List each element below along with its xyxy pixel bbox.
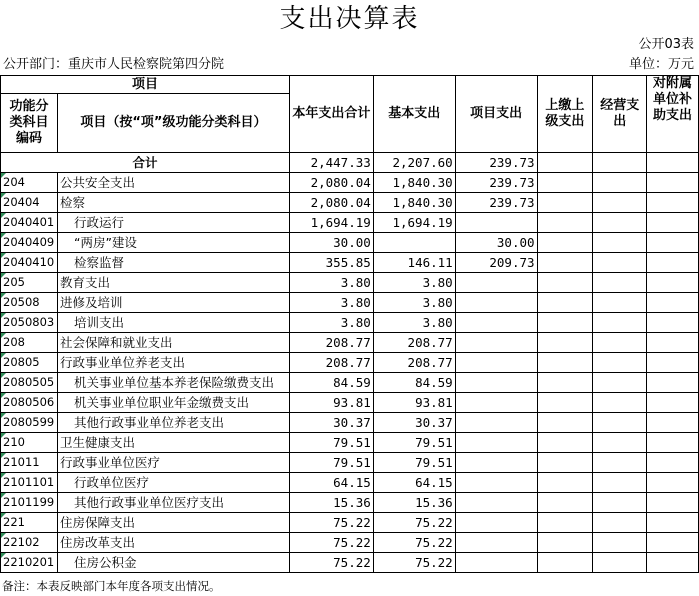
basic-cell: 1,694.19 (373, 213, 455, 233)
form-code: 公开03表 (638, 37, 694, 52)
func-code-cell (1, 213, 58, 233)
cell-comment-marker (1, 393, 6, 398)
basic-cell: 3.80 (373, 313, 455, 333)
project-cell (455, 333, 537, 353)
total-label: 合计 (1, 153, 290, 173)
total-subsidy (647, 153, 699, 173)
item-name-cell: 进修及培训 (57, 293, 289, 313)
basic-cell: 208.77 (373, 353, 455, 373)
header-func-code: 功能分类科目编码 (1, 94, 58, 153)
table-row (1, 553, 699, 573)
cell-comment-marker (1, 433, 6, 438)
total-cell: 79.51 (289, 453, 373, 473)
total-cell: 79.51 (289, 433, 373, 453)
subsidy-cell (647, 273, 699, 293)
header-operating: 经营支出 (593, 76, 647, 153)
func-code-text: 20805 (3, 355, 40, 369)
basic-cell: 75.22 (373, 533, 455, 553)
total-cell: 64.15 (289, 473, 373, 493)
remit-cell (537, 313, 593, 333)
item-name-cell: 其他行政事业单位医疗支出 (57, 493, 289, 513)
unit-label: 单位：万元 (628, 57, 694, 72)
project-cell (455, 473, 537, 493)
item-name-cell: 机关事业单位职业年金缴费支出 (57, 393, 289, 413)
item-name-cell: 行政事业单位养老支出 (57, 353, 289, 373)
total-cell: 3.80 (289, 293, 373, 313)
item-name-cell: 住房保障支出 (57, 513, 289, 533)
table-row (1, 313, 699, 333)
project-cell (455, 293, 537, 313)
func-code-cell (1, 393, 58, 413)
subsidy-cell (647, 213, 699, 233)
func-code-text: 204 (3, 175, 25, 189)
func-code-text: 2080599 (3, 415, 55, 429)
project-cell (455, 553, 537, 573)
func-code-text: 205 (3, 275, 25, 289)
func-code-cell (1, 193, 58, 213)
cell-comment-marker (1, 173, 6, 178)
func-code-text: 2101199 (3, 495, 55, 509)
item-name-cell: 行政事业单位医疗 (57, 453, 289, 473)
item-name-cell: 公共安全支出 (57, 173, 289, 193)
func-code-text: 2050803 (3, 315, 55, 329)
operating-cell (593, 453, 647, 473)
func-code-cell (1, 273, 58, 293)
expenditure-table (0, 75, 699, 573)
table-row (1, 253, 699, 273)
func-code-cell (1, 253, 58, 273)
remit-cell (537, 293, 593, 313)
subsidy-cell (647, 453, 699, 473)
func-code-text: 20404 (3, 195, 40, 209)
department-label: 公开部门：重庆市人民检察院第四分院 (3, 57, 225, 72)
func-code-cell (1, 293, 58, 313)
item-name-cell: 检察监督 (57, 253, 289, 273)
remit-cell (537, 453, 593, 473)
func-code-cell (1, 173, 58, 193)
basic-cell: 1,840.30 (373, 173, 455, 193)
subsidy-cell (647, 493, 699, 513)
operating-cell (593, 533, 647, 553)
remit-cell (537, 513, 593, 533)
func-code-cell (1, 353, 58, 373)
item-name-cell: 培训支出 (57, 313, 289, 333)
operating-cell (593, 273, 647, 293)
basic-cell: 15.36 (373, 493, 455, 513)
table-row (1, 413, 699, 433)
total-project: 239.73 (455, 153, 537, 173)
project-cell (455, 493, 537, 513)
cell-comment-marker (1, 313, 6, 318)
table-row (1, 293, 699, 313)
project-cell: 239.73 (455, 173, 537, 193)
func-code-text: 2040409 (3, 235, 55, 249)
func-code-cell (1, 513, 58, 533)
cell-comment-marker (1, 553, 6, 558)
subsidy-cell (647, 253, 699, 273)
cell-comment-marker (1, 493, 6, 498)
func-code-text: 210 (3, 435, 25, 449)
subsidy-cell (647, 333, 699, 353)
item-name-cell: “两房”建设 (57, 233, 289, 253)
total-cell: 3.80 (289, 273, 373, 293)
remit-cell (537, 553, 593, 573)
cell-comment-marker (1, 413, 6, 418)
table-row (1, 193, 699, 213)
func-code-text: 22102 (3, 535, 40, 549)
total-cell: 84.59 (289, 373, 373, 393)
subsidy-cell (647, 173, 699, 193)
subsidy-cell (647, 233, 699, 253)
func-code-text: 2080506 (3, 395, 55, 409)
cell-comment-marker (1, 533, 6, 538)
remit-cell (537, 193, 593, 213)
func-code-text: 21011 (3, 455, 40, 469)
total-cell: 93.81 (289, 393, 373, 413)
total-cell: 208.77 (289, 333, 373, 353)
func-code-text: 208 (3, 335, 25, 349)
cell-comment-marker (1, 453, 6, 458)
project-cell (455, 273, 537, 293)
table-row (1, 213, 699, 233)
total-cell: 2,080.04 (289, 173, 373, 193)
operating-cell (593, 413, 647, 433)
item-name-cell: 其他行政事业单位养老支出 (57, 413, 289, 433)
func-code-text: 2040410 (3, 255, 55, 269)
item-name-cell: 教育支出 (57, 273, 289, 293)
total-cell: 30.00 (289, 233, 373, 253)
page-title: 支出决算表 (279, 4, 420, 34)
item-name-cell: 行政运行 (57, 213, 289, 233)
func-code-cell (1, 433, 58, 453)
basic-cell: 64.15 (373, 473, 455, 493)
operating-cell (593, 293, 647, 313)
subsidy-cell (647, 433, 699, 453)
remit-cell (537, 413, 593, 433)
item-name-cell: 住房公积金 (57, 553, 289, 573)
basic-cell: 208.77 (373, 333, 455, 353)
subsidy-cell (647, 373, 699, 393)
total-remit (537, 153, 593, 173)
remit-cell (537, 393, 593, 413)
header-item-name: 项目（按“项”级功能分类科目） (57, 94, 289, 153)
operating-cell (593, 373, 647, 393)
remit-cell (537, 253, 593, 273)
operating-cell (593, 433, 647, 453)
func-code-text: 2101101 (3, 475, 55, 489)
cell-comment-marker (1, 373, 6, 378)
operating-cell (593, 233, 647, 253)
total-basic: 2,207.60 (373, 153, 455, 173)
func-code-text: 2210201 (3, 555, 55, 569)
subsidy-cell (647, 513, 699, 533)
basic-cell: 30.37 (373, 413, 455, 433)
table-row (1, 333, 699, 353)
table-row (1, 353, 699, 373)
operating-cell (593, 353, 647, 373)
subsidy-cell (647, 293, 699, 313)
subsidy-cell (647, 553, 699, 573)
item-name-cell: 机关事业单位基本养老保险缴费支出 (57, 373, 289, 393)
table-row (1, 373, 699, 393)
cell-comment-marker (1, 233, 6, 238)
item-name-cell: 检察 (57, 193, 289, 213)
table-row (1, 393, 699, 413)
basic-cell: 79.51 (373, 453, 455, 473)
cell-comment-marker (1, 293, 6, 298)
table-row (1, 533, 699, 553)
table-row (1, 513, 699, 533)
remit-cell (537, 213, 593, 233)
header-remit: 上缴上级支出 (537, 76, 593, 153)
basic-cell: 84.59 (373, 373, 455, 393)
basic-cell (373, 233, 455, 253)
operating-cell (593, 313, 647, 333)
operating-cell (593, 193, 647, 213)
remit-cell (537, 273, 593, 293)
cell-comment-marker (1, 513, 6, 518)
operating-cell (593, 393, 647, 413)
basic-cell: 146.11 (373, 253, 455, 273)
table-row (1, 453, 699, 473)
cell-comment-marker (1, 213, 6, 218)
cell-comment-marker (1, 333, 6, 338)
basic-cell: 3.80 (373, 293, 455, 313)
func-code-cell (1, 453, 58, 473)
total-row (1, 153, 699, 173)
cell-comment-marker (1, 253, 6, 258)
project-cell: 239.73 (455, 193, 537, 213)
subsidy-cell (647, 193, 699, 213)
basic-cell: 1,840.30 (373, 193, 455, 213)
remit-cell (537, 353, 593, 373)
cell-comment-marker (1, 353, 6, 358)
basic-cell: 93.81 (373, 393, 455, 413)
item-name-cell: 社会保障和就业支出 (57, 333, 289, 353)
basic-cell: 75.22 (373, 513, 455, 533)
header-project: 项目支出 (455, 76, 537, 153)
cell-comment-marker (1, 473, 6, 478)
total-cell: 1,694.19 (289, 213, 373, 233)
table-body (1, 173, 699, 573)
total-cell: 30.37 (289, 413, 373, 433)
subsidy-cell (647, 413, 699, 433)
func-code-cell (1, 533, 58, 553)
total-cell: 208.77 (289, 353, 373, 373)
remit-cell (537, 533, 593, 553)
func-code-cell (1, 313, 58, 333)
table-row (1, 473, 699, 493)
operating-cell (593, 513, 647, 533)
operating-cell (593, 173, 647, 193)
table-row (1, 433, 699, 453)
total-cell: 75.22 (289, 553, 373, 573)
total-cell: 355.85 (289, 253, 373, 273)
project-cell (455, 513, 537, 533)
table-row (1, 273, 699, 293)
operating-cell (593, 253, 647, 273)
cell-comment-marker (1, 193, 6, 198)
project-cell (455, 453, 537, 473)
func-code-cell (1, 413, 58, 433)
item-name-cell: 住房改革支出 (57, 533, 289, 553)
remit-cell (537, 433, 593, 453)
header-item-group: 项目 (1, 76, 290, 94)
cell-comment-marker (1, 273, 6, 278)
basic-cell: 75.22 (373, 553, 455, 573)
operating-cell (593, 553, 647, 573)
subsidy-cell (647, 393, 699, 413)
remit-cell (537, 173, 593, 193)
basic-cell: 79.51 (373, 433, 455, 453)
func-code-cell (1, 233, 58, 253)
remit-cell (537, 493, 593, 513)
footnote: 备注：本表反映部门本年度各项支出情况。 (2, 579, 221, 593)
project-cell (455, 313, 537, 333)
project-cell (455, 433, 537, 453)
total-cell: 3.80 (289, 313, 373, 333)
remit-cell (537, 473, 593, 493)
func-code-text: 221 (3, 515, 25, 529)
remit-cell (537, 333, 593, 353)
table-row (1, 233, 699, 253)
subsidy-cell (647, 473, 699, 493)
project-cell (455, 213, 537, 233)
project-cell (455, 353, 537, 373)
project-cell (455, 393, 537, 413)
header-basic: 基本支出 (373, 76, 455, 153)
header-row-1 (1, 76, 699, 94)
operating-cell (593, 213, 647, 233)
table-row (1, 493, 699, 513)
total-cell: 2,080.04 (289, 193, 373, 213)
operating-cell (593, 473, 647, 493)
operating-cell (593, 333, 647, 353)
remit-cell (537, 233, 593, 253)
func-code-cell (1, 373, 58, 393)
subsidy-cell (647, 533, 699, 553)
func-code-text: 2040401 (3, 215, 55, 229)
remit-cell (537, 373, 593, 393)
func-code-text: 20508 (3, 295, 40, 309)
total-cell: 15.36 (289, 493, 373, 513)
func-code-cell (1, 493, 58, 513)
item-name-cell: 行政单位医疗 (57, 473, 289, 493)
total-operating (593, 153, 647, 173)
header-total: 本年支出合计 (289, 76, 373, 153)
project-cell: 209.73 (455, 253, 537, 273)
table-row (1, 173, 699, 193)
project-cell: 30.00 (455, 233, 537, 253)
total-cell: 75.22 (289, 513, 373, 533)
basic-cell: 3.80 (373, 273, 455, 293)
project-cell (455, 373, 537, 393)
header-subsidy: 对附属单位补助支出 (647, 76, 699, 153)
item-name-cell: 卫生健康支出 (57, 433, 289, 453)
total-cell: 75.22 (289, 533, 373, 553)
project-cell (455, 533, 537, 553)
subsidy-cell (647, 353, 699, 373)
project-cell (455, 413, 537, 433)
total-amount: 2,447.33 (289, 153, 373, 173)
func-code-cell (1, 333, 58, 353)
func-code-cell (1, 473, 58, 493)
func-code-cell (1, 553, 58, 573)
subsidy-cell (647, 313, 699, 333)
operating-cell (593, 493, 647, 513)
func-code-text: 2080505 (3, 375, 55, 389)
